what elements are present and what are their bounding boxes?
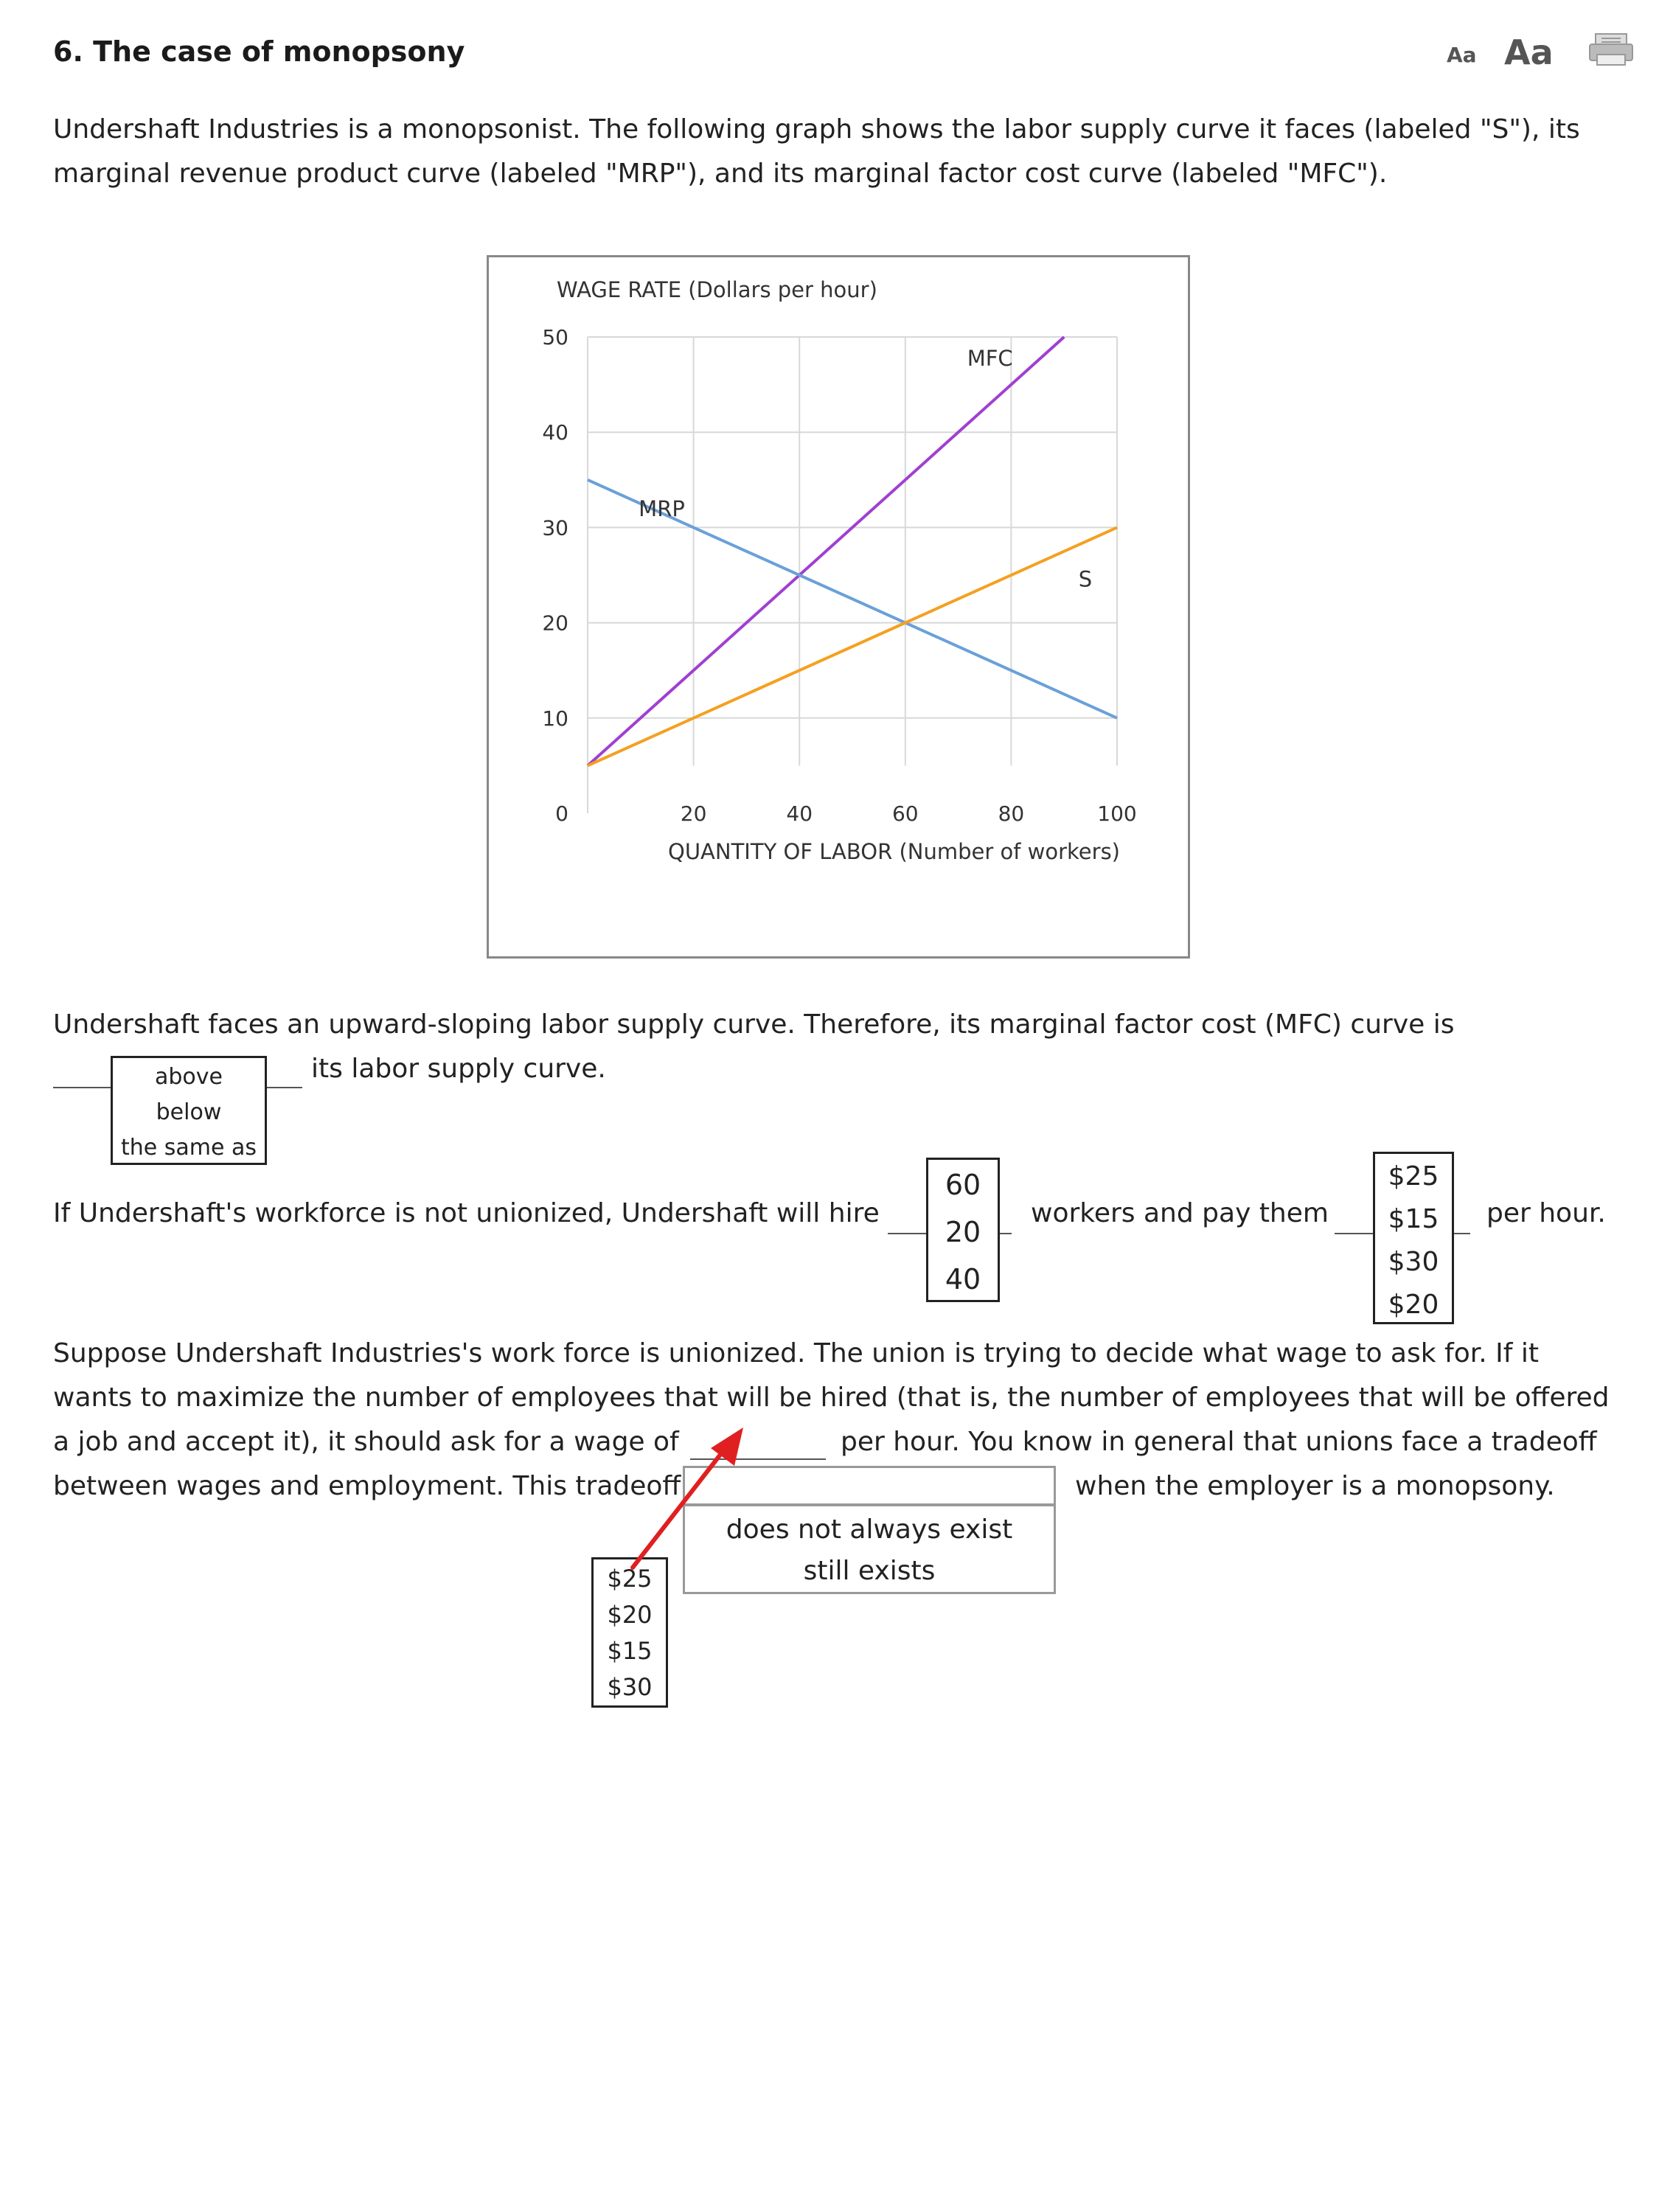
page-title: 6. The case of monopsony [53,35,465,68]
workers-dropdown[interactable] [926,1158,1000,1302]
print-icon[interactable] [1588,32,1634,66]
wage-dropdown[interactable] [1373,1152,1454,1324]
dropdown-option[interactable]: 60 [945,1169,981,1201]
intro-line-2: marginal revenue product curve (labeled "MRP"), and its marginal factor cost curve (labeled "MFC"). [53,159,1388,189]
series-label-mrp: MRP [639,495,685,521]
q1-text: Undershaft faces an upward-sloping labor supply curve. Therefore, its marginal factor cost (MFC) curve is [53,1009,1455,1040]
intro-line-1: Undershaft Industries is a monopsonist. The following graph shows the labor supply curve it faces (labeled "S"), its [53,114,1580,145]
x-axis-title: QUANTITY OF LABOR (Number of workers) [668,839,1120,864]
dropdown-option[interactable]: 20 [945,1216,981,1248]
q3-line-1: Suppose Undershaft Industries's work force is unionized. The union is trying to decide what wage to ask for. If it [53,1338,1539,1368]
series-line-mfc [588,337,1064,765]
q3-line-3a: a job and accept it), it should ask for a wage of [53,1427,679,1457]
q3-line-4a: between wages and employment. This tradeoff [53,1471,681,1501]
dropdown-option[interactable]: $20 [1388,1290,1439,1320]
dropdown-option[interactable]: below [156,1099,222,1125]
graph-panel [487,255,1190,959]
x-tick-label: 60 [891,801,919,826]
text-size-small-button[interactable]: Aa [1447,43,1477,67]
q2-blank-wage-left [1335,1233,1373,1234]
q3-line-3b: per hour. You know in general that unions face a tradeoff [841,1427,1597,1457]
dropdown-option[interactable]: $30 [1388,1247,1439,1277]
q2-blank-workers-left [888,1233,926,1234]
y-tick-label: 20 [542,611,568,636]
x-tick-label: 40 [786,801,813,826]
labor-market-chart [489,257,1188,956]
y-axis-title: WAGE RATE (Dollars per hour) [557,277,877,302]
annotation-arrow [619,1423,752,1578]
dropdown-option[interactable]: $20 [607,1601,653,1629]
dropdown-option[interactable]: the same as [120,1135,257,1161]
text-size-large-button[interactable]: Aa [1504,32,1554,72]
q2-prefix: If Undershaft's workforce is not unionized, Undershaft will hire [53,1198,880,1228]
mfc-position-dropdown[interactable] [111,1056,267,1165]
q1-blank-right [267,1087,302,1088]
q1-blank-left [53,1087,111,1088]
dropdown-option[interactable]: does not always exist [726,1514,1013,1545]
y-tick-label: 50 [542,325,568,349]
q2-suffix: per hour. [1486,1198,1606,1228]
dropdown-option[interactable]: $30 [607,1673,653,1701]
q3-line-2: wants to maximize the number of employees that will be hired (that is, the number of employees that will be offered [53,1382,1610,1413]
dropdown-option[interactable]: $15 [607,1637,653,1665]
dropdown-option[interactable]: $25 [607,1565,653,1593]
series-label-mfc: MFC [967,345,1013,371]
y-tick-label: 30 [542,515,568,540]
dropdown-option[interactable]: still exists [803,1556,936,1586]
y-tick-label: 0 [555,801,568,826]
dropdown-option[interactable]: $15 [1388,1204,1439,1234]
y-tick-label: 40 [542,420,568,445]
x-tick-label: 100 [1097,801,1137,826]
x-tick-label: 20 [680,801,707,826]
q2-middle: workers and pay them [1031,1198,1329,1228]
series-line-s [588,527,1117,765]
q2-blank-workers-right [1000,1233,1012,1234]
dropdown-option[interactable]: $25 [1388,1161,1439,1192]
series-label-s: S [1078,566,1093,592]
dropdown-option[interactable]: 40 [945,1263,981,1295]
dropdown-option[interactable]: above [155,1064,223,1090]
q3-line-4b: when the employer is a monopsony. [1075,1471,1555,1501]
y-tick-label: 10 [542,706,568,731]
q1-after-text: its labor supply curve. [311,1054,606,1084]
union-wage-dropdown[interactable] [591,1557,668,1708]
x-tick-label: 80 [998,801,1025,826]
q2-blank-wage-right [1454,1233,1470,1234]
